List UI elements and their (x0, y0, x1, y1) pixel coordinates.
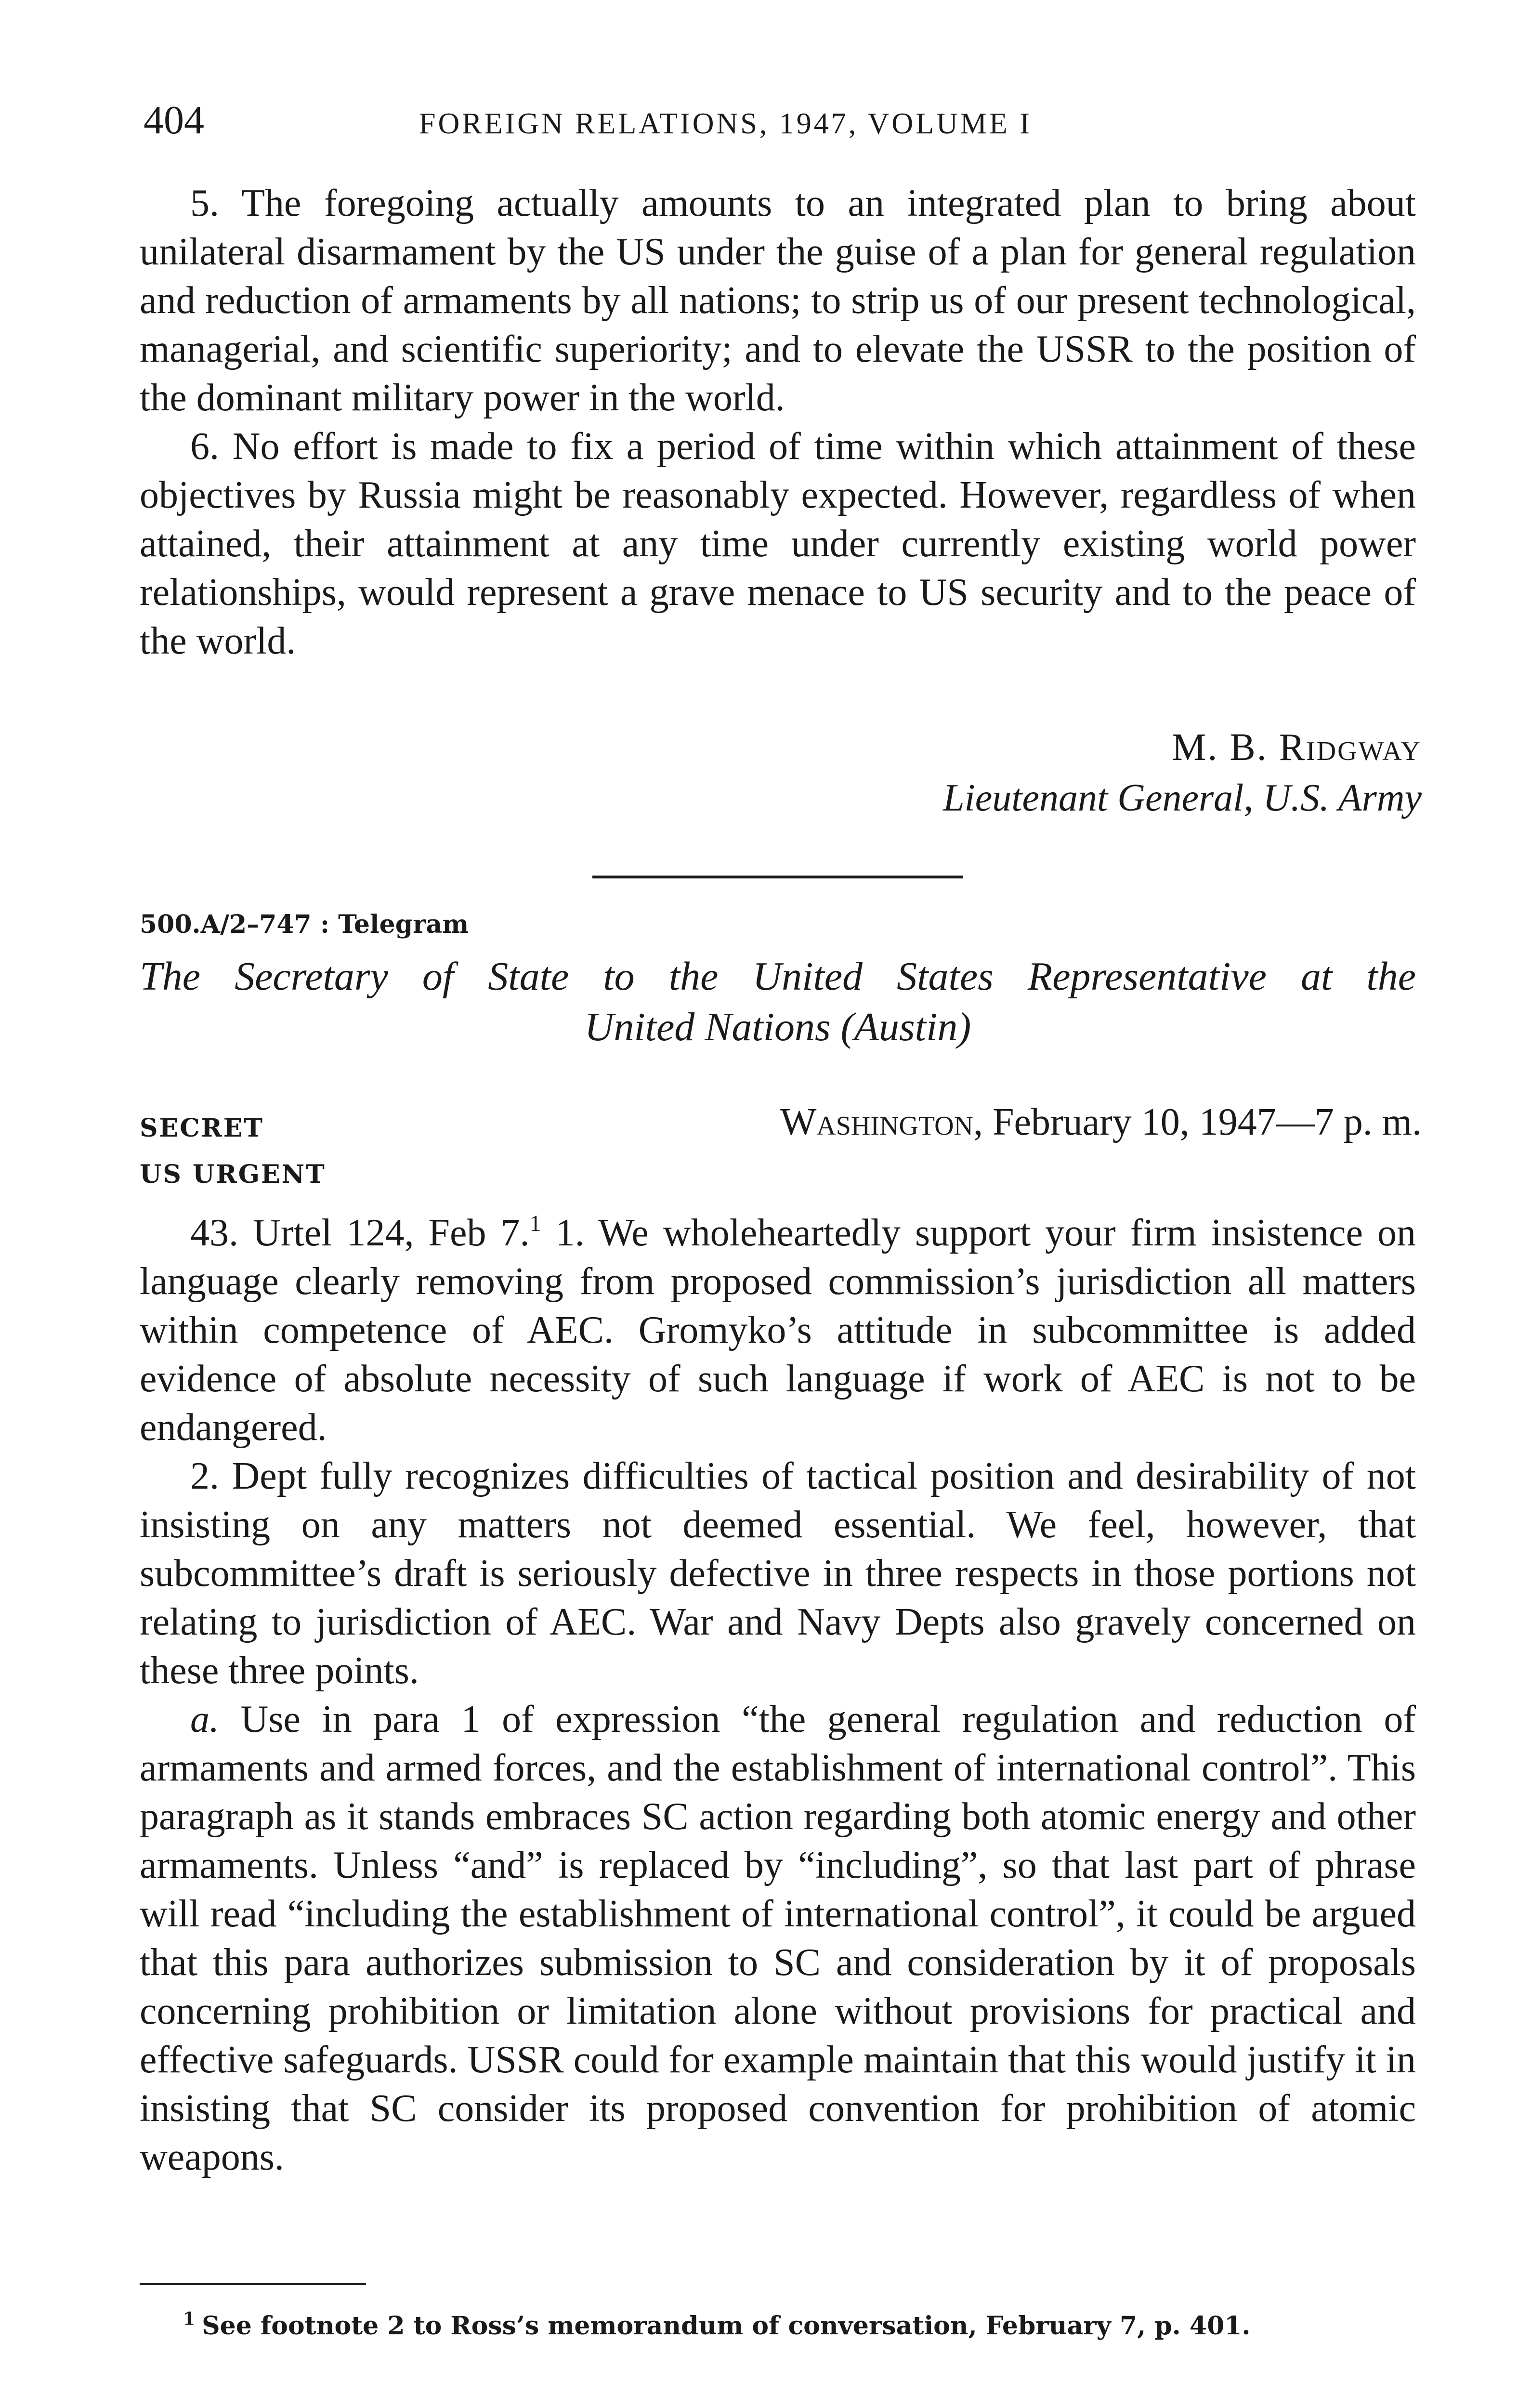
footnote-text: See footnote 2 to Ross’s memorandum of conversation, February 7, p. 401. (202, 2311, 1251, 2341)
telegram-body (140, 1209, 1416, 2182)
signatory-surname: Ridgway (1279, 726, 1422, 769)
page-number: 404 (144, 98, 204, 143)
document-title (140, 951, 1416, 1052)
classification-urgent: US URGENT (140, 1160, 326, 1189)
paragraph-5: 5. The foregoing actually amounts to an integrated plan to bring about unilateral disarmament by the US under the guise of a plan for general regulation and reduction of armaments by all nations; to strip us of our present technological, managerial, and scientific superiority; and to elevate the USSR to the position of the dominant military power in the world. (140, 182, 1416, 419)
dateline-place: Washington (780, 1101, 973, 1143)
signature-block (943, 722, 1422, 824)
telegram-paragraph-2: 2. Dept fully recognizes difficulties of tactical position and desirability of not insisting on any matters not deemed essential. We feel, however, that subcommittee’s draft is seriously defective in three respects in those portions not relating to jurisdiction of AEC. War and Navy Depts also gravely concerned on these three points. (140, 1455, 1416, 1692)
paragraph-6: 6. No effort is made to fix a period of time within which attainment of these objectives by Russia might be reasonably expected. However, regardless of when attained, their attainment at any time under currently existing world power relationships, would represent a grave menace to US security and to the peace of the world. (140, 425, 1416, 662)
telegram-paragraph-1-start: 43. Urtel 124, Feb 7. (190, 1212, 530, 1254)
classification-block (140, 1105, 326, 1198)
signatory-name (943, 722, 1422, 773)
telegram-paragraph-a (140, 1695, 1416, 2182)
document-title-line-1: The Secretary of State to the United States Representative at the (140, 954, 1416, 999)
telegram-paragraph-1-rest: 1. We wholeheartedly support your firm insistence on language clearly removing from proposed commission’s jurisdiction all matters within competence of AEC. Gromyko’s attitude in subcommittee is added evidence of absolute necessity of such language if work of AEC is not to be endangered. (140, 1212, 1416, 1449)
footnote-number: 1 (183, 2309, 196, 2329)
telegram-paragraph-1 (140, 1209, 1416, 1452)
footnote-rule (140, 2283, 366, 2285)
preceding-document-body (140, 179, 1416, 666)
dateline (780, 1097, 1422, 1148)
page-header (140, 96, 1430, 144)
classification-secret: SECRET (140, 1113, 264, 1143)
signatory-title: Lieutenant General, U.S. Army (943, 777, 1422, 819)
footnote-marker: 1 (529, 1211, 541, 1236)
file-reference: 500.A/2–747 : Telegram (140, 910, 469, 939)
subpoint-text: Use in para 1 of expression “the general regulation and reduction of armaments and armed forces, and the establishment of international control”. This paragraph as it stands embraces SC action regarding both atomic energy and other armaments. Unless “and” is replaced by “including”, so that last part of phrase will read “including the establishment of international control”, it could be argued that this para authorizes submission to SC and consideration by it of proposals concerning prohibition or limitation alone without provisions for practical and effective safeguards. USSR could for example maintain that this would justify it in insisting that SC consider its proposed convention for prohibition of atomic weapons. (140, 1698, 1416, 2178)
document-title-line-2: United Nations (Austin) (584, 1005, 971, 1049)
footnote (183, 2307, 1416, 2345)
section-divider (592, 876, 963, 878)
dateline-date: , February 10, 1947—7 p. m. (973, 1101, 1422, 1143)
signatory-initials: M. B. (1172, 726, 1268, 769)
running-head: FOREIGN RELATIONS, 1947, VOLUME I (419, 107, 1032, 140)
subpoint-label: a. (190, 1698, 219, 1741)
